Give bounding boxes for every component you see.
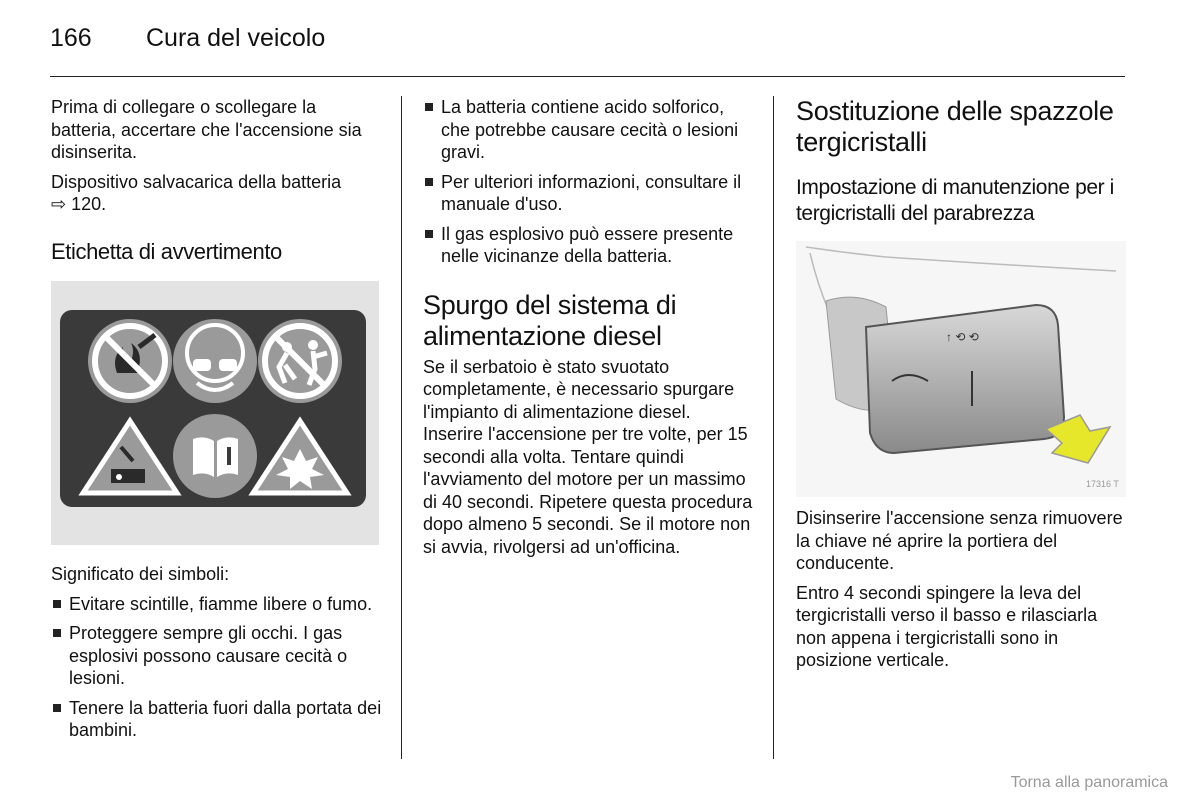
wiper-lever-figure: [796, 241, 1126, 497]
warning-label-figure: [51, 281, 379, 545]
page-title: Cura del veicolo: [146, 24, 326, 52]
page-number: 166: [50, 24, 92, 52]
page-reference: 120.: [71, 194, 107, 214]
paragraph: Significato dei simboli:: [51, 564, 230, 584]
column-3: [796, 96, 1126, 679]
section-heading: Etichetta di avvertimento: [51, 238, 282, 264]
figure-code: 17316 T: [1086, 479, 1119, 489]
warning-label-image: [51, 281, 379, 545]
column-divider: [401, 96, 402, 759]
paragraph: Dispositivo salvacarica della batteria ⇨ 120.: [51, 171, 342, 214]
back-to-overview-link[interactable]: Torna alla panoramica: [1010, 774, 1168, 791]
paragraph: Prima di collegare o scollegare la batteria, accertare che l'accensione sia disinserita.: [51, 97, 362, 162]
section-heading: Sostituzione delle spazzole tergicristalli: [796, 96, 1114, 157]
subsection-heading: Impostazione di manutenzione per i tergicristalli del parabrezza: [796, 176, 1114, 225]
no-fire-smoking-icon: [88, 319, 172, 403]
paragraph: Se il serbatoio è stato svuotato completamente, è necessario spurgare l'impianto di alimentazione diesel. Inserire l'accensione per tre volte, per 15 secondi alla volta. Tentare quindi l'avviamento del motore per un massimo di 40 secondi. Ripetere questa procedura dopo almeno 5 secondi. Se il motore non si avvia, rivolgersi ad un'officina.: [423, 356, 753, 557]
list-item: Evitare scintille, fiamme libere o fumo.: [51, 593, 383, 616]
paragraph: Entro 4 secondi spingere la leva del tergicristalli verso il basso e rilasciarla non appena i tergicristalli sono in posizione verticale.: [796, 582, 1098, 670]
section-heading: Spurgo del sistema di alimentazione diesel: [423, 289, 677, 351]
list-item: Tenere la batteria fuori dalla portata dei bambini.: [51, 697, 383, 742]
paragraph: Disinserire l'accensione senza rimuovere la chiave né aprire la portiera del conducente.: [796, 508, 1123, 573]
arrow-reference-icon: ⇨: [51, 194, 67, 214]
read-manual-icon: [173, 414, 257, 498]
list-item: Per ulteriori informazioni, consultare il manuale d'uso.: [423, 171, 755, 216]
wiper-lever-image: [796, 241, 1126, 497]
column-divider: [773, 96, 774, 759]
eye-protection-icon: [173, 319, 257, 403]
list-item: Il gas esplosivo può essere presente nelle vicinanze della batteria.: [423, 223, 755, 268]
column-1: [51, 96, 383, 749]
list-item: La batteria contiene acido solforico, che potrebbe causare cecità o lesioni gravi.: [423, 96, 755, 164]
header-rule: [50, 76, 1125, 77]
keep-children-away-icon: [258, 319, 342, 403]
column-2: [423, 96, 755, 565]
list-item: Proteggere sempre gli occhi. I gas esplosivi possono causare cecità o lesioni.: [51, 622, 383, 690]
svg-text:↑ ⟲ ⟲: ↑ ⟲ ⟲: [946, 330, 979, 344]
